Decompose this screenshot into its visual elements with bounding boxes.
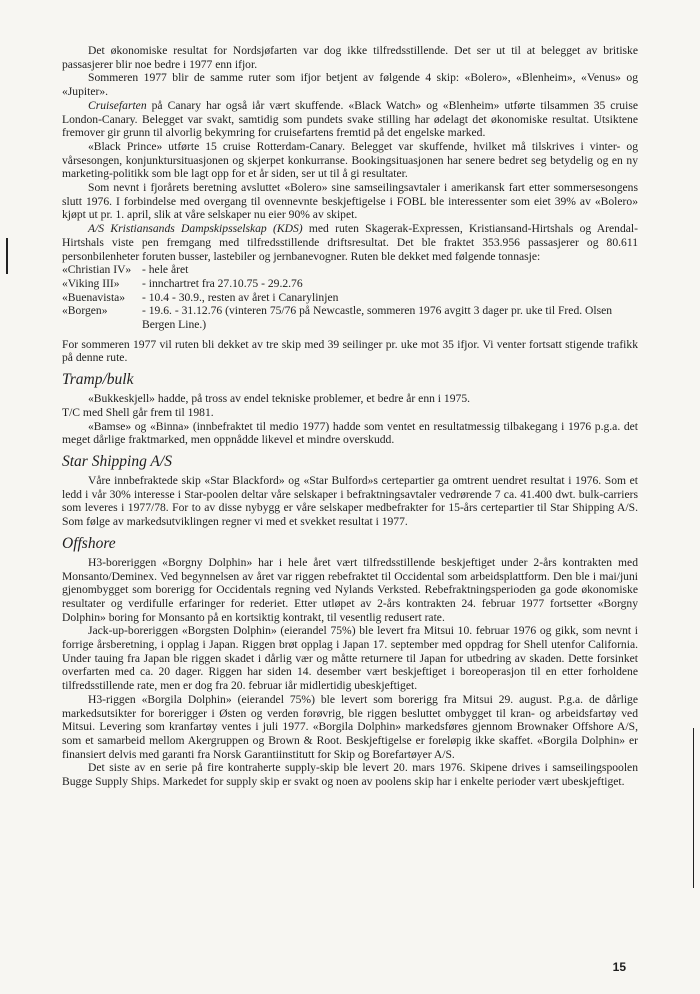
paragraph-bolero: Som nevnt i fjorårets beretning avsluttet «Bolero» sine samseilingsavtaler i amerikansk fart etter sommersesongens slutt 1976. I forbindelse med overgang til ovennevnte beskjeftigelse i FOBL ble interessenter som eiet 39% av «Bolero» kjøpt ut pr. 1. april, slik at våre selskaper nu eier 90% av skipet. bbox=[62, 181, 638, 222]
heading-star-shipping: Star Shipping A/S bbox=[62, 452, 172, 470]
tonnage-row bbox=[62, 263, 638, 277]
scan-edge-mark-left bbox=[6, 238, 8, 274]
cruisefarten-lead: Cruisefarten bbox=[88, 98, 147, 112]
paragraph-nordsjofarten: Det økonomiske resultat for Nordsjøfarten var dog ikke tilfredsstillende. Det ser ut til at belegget av britiske passasjerer blir noe bedre i 1977 enn ifjor. bbox=[62, 44, 638, 71]
paragraph-borgila-dolphin: H3-riggen «Borgila Dolphin» (eierandel 75%) ble levert som borerigg fra Mitsui 29. august. P.g.a. de dårlige markedsutsikter for borerigger i Østen og verden forøvrig, ble riggen besluttet ombygget til kran- og arbeidsfartøy ved Mitsui. Levering som kranfartøy ventes i juli 1977. «Borgila Dolphin» markedsføres gjennom Brownaker Offshore A/S, som et samarbeid mellom Akergruppen og Brown & Root. Beskjeftigelse er foreløpig ikke skaffet. «Borgila Dolphin» er finansiert delvis med garanti fra Norsk Garantiinstitutt for Skip og Borefartøyer A/S. bbox=[62, 692, 638, 761]
tonnage-ship: «Borgen» bbox=[62, 304, 108, 318]
tonnage-row bbox=[62, 304, 638, 331]
tonnage-ship: «Buenavista» bbox=[62, 290, 126, 304]
scan-edge-mark-right bbox=[693, 728, 694, 888]
paragraph-borgny-dolphin: H3-boreriggen «Borgny Dolphin» har i hele året vært tilfredsstillende beskjeftiget under 2-års kontrakten med Monsanto/Deminex. Ved begynnelsen av året var riggen rebefraktet til Occidental som arbeidsplattform. Den ble i mai/juni gjenombygget som borerigg for Occidentals regning ved Nylands Verksted. Rebefraktningsperioden ga gode økonomiske resultater og verdifulle erfaringer for rederiet. Etter utløpet av 2-års kontrakten 24. februar 1977 fortsetter «Borgny Dolphin» boring for Monsanto på en kortsiktig kontrakt, til vesentlig redusert rate. bbox=[62, 555, 638, 624]
paragraph-tc-shell: T/C med Shell går frem til 1981. bbox=[62, 405, 214, 419]
tonnage-ship: «Christian IV» bbox=[62, 263, 132, 277]
tonnage-desc: - 10.4 - 30.9., resten av året i Canarylinjen bbox=[142, 290, 339, 304]
paragraph-summer-1977-routes: Sommeren 1977 blir de samme ruter som ifjor betjent av følgende 4 skip: «Bolero», «Blenheim», «Venus» og «Jupiter». bbox=[62, 71, 638, 99]
heading-offshore: Offshore bbox=[62, 534, 116, 552]
paragraph-cruisefarten bbox=[62, 99, 638, 140]
cruisefarten-text: på Canary har også iår vært skuffende. «Black Watch» og «Blenheim» utførte tilsammen 35 cruise London-Canary. Belegget var svakt, samtidig som pundets svake stilling har ødelagt det økonomiske resultat. Utsiktene fremover gir grunn til alvorlig bekymring for cruisefartens fremtid på det engelske marked. bbox=[62, 98, 638, 140]
paragraph-black-prince: «Black Prince» utførte 15 cruise Rotterdam-Canary. Belegget var skuffende, hvilket må tilskrives i vinter- og vårsesongen, konjunktursituasjonen og skjerpet konkurranse. Bookingsituasjonen har senere bedret seg betydelig og en ny marketing-politikk som ble lagt opp for et år siden, ser ut til å gi resultater. bbox=[62, 139, 638, 181]
kds-lead: A/S Kristiansands Dampskipsselskap (KDS) bbox=[88, 222, 303, 236]
tonnage-desc: - hele året bbox=[142, 263, 189, 277]
tonnage-desc: - 19.6. - 31.12.76 (vinteren 75/76 på Newcastle, sommeren 1976 avgitt 3 dager pr. uke til Fred. Olsen Bergen Line.) bbox=[142, 304, 613, 332]
tonnage-row bbox=[62, 277, 638, 291]
document-page bbox=[62, 44, 638, 789]
paragraph-borgsten-dolphin: Jack-up-boreriggen «Borgsten Dolphin» (eierandel 75%) ble levert fra Mitsui 10. februar 1976 og gikk, som nevnt i forrige årsberetning, i opplag i Japan. Riggen brøt opplag i Japan 17. september med oppdrag for Shell utenfor California. Under tauing fra Japan ble riggen skadet i dårlig vær og måtte returnere til Japan for utbedring av skaden. Dette forsinket overfarten med ca. 20 dager. Riggen har siden 14. desember vært beskjeftiget i boreoperasjon til en etter forholdene tilfredsstillende rate, men er dog fra 20. februar iår midlertidig ubeskjeftiget. bbox=[62, 624, 638, 693]
kds-text: med ruten Skagerak-Expressen, Kristiansand-Hirtshals og Arendal-Hirtshals viste pen fremgang med tilfredsstillende driftsresultat. Det ble fraktet 353.956 passasjerer og 80.611 personbilenheter foruten busser, lastebiler og jernbanevogner. Ruten ble dekket med følgende tonnasje: bbox=[62, 222, 638, 263]
tonnage-ship: «Viking III» bbox=[62, 276, 120, 290]
paragraph-bukkeskjell: «Bukkeskjell» hadde, på tross av endel tekniske problemer, et bedre år enn i 1975. bbox=[88, 392, 471, 406]
paragraph-star-shipping: Våre innbefraktede skip «Star Blackford» og «Star Bulford»s certepartier ga omtrent uendret resultat i 1976. Som et ledd i vår 30% interesse i Star-poolen deltar våre selskaper i befraktningsavtaler vedrørende 7 ca. 41.400 dwt. bulk-carriers som leveres i 1977/78. For to av disse nybygg er våre selskaper medbefrakter for 15-års certepartier til Star Shipping A/S. Som følge av markedsutviklingen regner vi med et svekket resultat i 1977. bbox=[62, 473, 638, 529]
paragraph-bamse-binna: «Bamse» og «Binna» (innbefraktet til medio 1977) hadde som ventet en resultatmessig tilbakegang i 1976 p.g.a. det meget dårlige fraktmarked, men oppnådde likevel et mindre overskudd. bbox=[62, 419, 638, 447]
paragraph-summer-1977-kds: For sommeren 1977 vil ruten bli dekket av tre skip med 39 seilinger pr. uke mot 35 ifjor. Vi venter fortsatt stigende trafikk på denne rute. bbox=[62, 337, 638, 365]
heading-tramp-bulk: Tramp/bulk bbox=[62, 371, 134, 389]
tonnage-desc: - innchartret fra 27.10.75 - 29.2.76 bbox=[142, 276, 303, 290]
page-number: 15 bbox=[612, 960, 626, 974]
paragraph-supply-ships: Det siste av en serie på fire kontraherte supply-skip ble levert 20. mars 1976. Skipene drives i samseilingspoolen Bugge Supply Ships. Markedet for supply skip er svakt og noen av poolens skip har i enkelte perioder vært ubeskjeftiget. bbox=[62, 761, 638, 789]
paragraph-kds bbox=[62, 222, 638, 263]
tonnage-row bbox=[62, 291, 638, 305]
tonnage-list bbox=[62, 263, 638, 332]
